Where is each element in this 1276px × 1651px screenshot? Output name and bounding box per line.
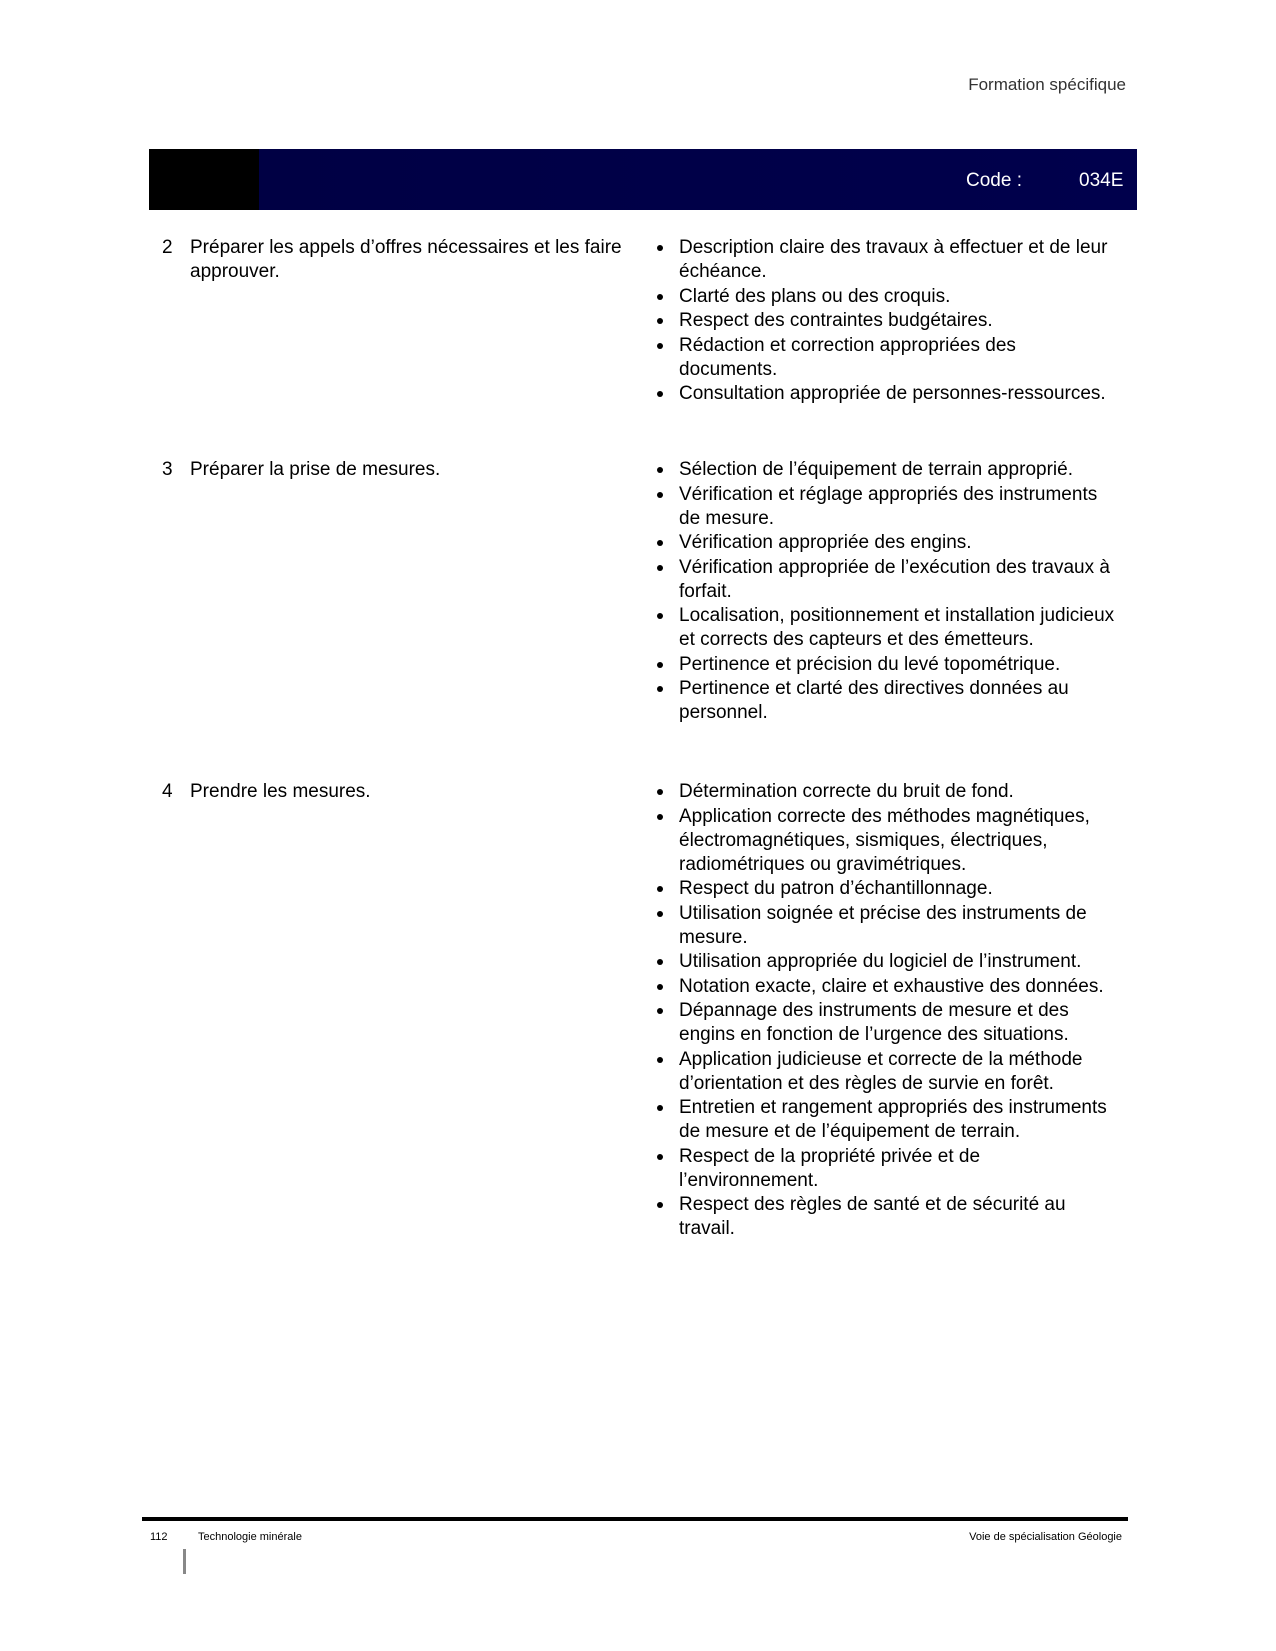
bullet-icon [657, 789, 663, 795]
criteria-item [657, 458, 1117, 482]
criteria-text: Pertinence et clarté des directives données au personnel. [679, 678, 1069, 723]
footer-right-text: Voie de spécialisation Géologie [969, 1531, 1122, 1543]
code-label: Code : [966, 170, 1022, 191]
bullet-icon [657, 886, 663, 892]
bullet-icon [657, 492, 663, 498]
bullet-icon [657, 1008, 663, 1014]
criteria-text: Rédaction et correction appropriées des documents. [679, 334, 1016, 380]
step-text: Préparer les appels d’offres nécessaires et les faire approuver. [190, 237, 622, 282]
bullet-icon [657, 814, 663, 820]
bullet-icon [657, 984, 663, 990]
criteria-item [657, 483, 1117, 531]
criteria-item [657, 285, 1117, 309]
footer-left-text: Technologie minérale [198, 1531, 302, 1543]
step-number: 3 [162, 459, 173, 480]
footer-page-number: 112 [150, 1531, 168, 1543]
criteria-text: Utilisation soignée et précise des instruments de mesure. [679, 902, 1087, 948]
bullet-icon [657, 1202, 663, 1208]
bullet-icon [657, 565, 663, 571]
criteria-item [657, 556, 1117, 604]
criteria-item [657, 1096, 1117, 1144]
footer-rule [142, 1517, 1128, 1521]
bullet-icon [657, 959, 663, 965]
bullet-icon [657, 1057, 663, 1063]
criteria-text: Sélection de l’équipement de terrain approprié. [679, 459, 1073, 480]
step-number: 2 [162, 237, 173, 258]
criteria-item [657, 975, 1117, 999]
criteria-text: Vérification et réglage appropriés des instruments de mesure. [679, 483, 1098, 529]
criteria-item [657, 1145, 1117, 1193]
criteria-text: Détermination correcte du bruit de fond. [679, 781, 1014, 802]
code-value: 034E [1079, 170, 1124, 191]
criteria-text: Application correcte des méthodes magnétiques, électromagnétiques, sismiques, électriques, radiométriques ou gravimétriques. [679, 805, 1090, 875]
criteria-list [657, 236, 1117, 407]
criteria-item [657, 334, 1117, 382]
bullet-icon [657, 318, 663, 324]
bullet-icon [657, 245, 663, 251]
criteria-text: Clarté des plans ou des croquis. [679, 285, 951, 307]
margin-mark [183, 1549, 186, 1574]
criteria-item [657, 1048, 1117, 1096]
criteria-item [657, 1193, 1117, 1241]
bullet-icon [657, 343, 663, 349]
criteria-item [657, 902, 1117, 950]
criteria-list [657, 780, 1117, 1242]
bullet-icon [657, 686, 663, 692]
criteria-item [657, 950, 1117, 974]
criteria-item [657, 653, 1117, 677]
criteria-text: Pertinence et précision du levé topométrique. [679, 653, 1061, 675]
criteria-text: Application judicieuse et correcte de la méthode d’orientation et des règles de survie en forêt. [679, 1048, 1083, 1094]
header-caption: Formation spécifique [968, 75, 1126, 94]
bullet-icon [657, 613, 663, 619]
bullet-icon [657, 467, 663, 473]
criteria-item [657, 677, 1117, 725]
criteria-list [657, 458, 1117, 726]
criteria-item [657, 604, 1117, 652]
criteria-text: Dépannage des instruments de mesure et des engins en fonction de l’urgence des situations. [679, 1000, 1069, 1045]
bullet-icon [657, 540, 663, 546]
criteria-text: Respect du patron d’échantillonnage. [679, 878, 993, 899]
bullet-icon [657, 911, 663, 917]
criteria-text: Consultation appropriée de personnes-ressources. [679, 383, 1106, 404]
criteria-item [657, 531, 1117, 555]
step-number: 4 [162, 781, 173, 802]
step-item [162, 780, 642, 804]
criteria-text: Vérification appropriée des engins. [679, 532, 972, 553]
step-text: Prendre les mesures. [190, 781, 371, 802]
criteria-item [657, 382, 1117, 406]
bullet-icon [657, 1154, 663, 1160]
criteria-text: Vérification appropriée de l’exécution des travaux à forfait. [679, 556, 1110, 602]
criteria-text: Respect des règles de santé et de sécurité au travail. [679, 1194, 1066, 1239]
criteria-item [657, 236, 1117, 284]
criteria-item [657, 780, 1117, 804]
step-text: Préparer la prise de mesures. [190, 459, 441, 480]
step-item [162, 458, 642, 482]
criteria-text: Utilisation appropriée du logiciel de l’instrument. [679, 951, 1082, 972]
criteria-text: Entretien et rangement appropriés des instruments de mesure et de l’équipement de terrain. [679, 1097, 1107, 1142]
bullet-icon [657, 391, 663, 397]
bullet-icon [657, 294, 663, 300]
criteria-item [657, 999, 1117, 1047]
criteria-text: Respect des contraintes budgétaires. [679, 310, 993, 331]
criteria-item [657, 805, 1117, 877]
criteria-text: Description claire des travaux à effectuer et de leur échéance. [679, 237, 1108, 282]
bullet-icon [657, 662, 663, 668]
criteria-item [657, 877, 1117, 901]
bullet-icon [657, 1105, 663, 1111]
step-item [162, 236, 642, 283]
criteria-item [657, 309, 1117, 333]
criteria-text: Localisation, positionnement et installation judicieux et corrects des capteurs et des émetteurs. [679, 605, 1115, 650]
criteria-text: Respect de la propriété privée et de l’environnement. [679, 1145, 981, 1191]
criteria-text: Notation exacte, claire et exhaustive des données. [679, 975, 1104, 997]
